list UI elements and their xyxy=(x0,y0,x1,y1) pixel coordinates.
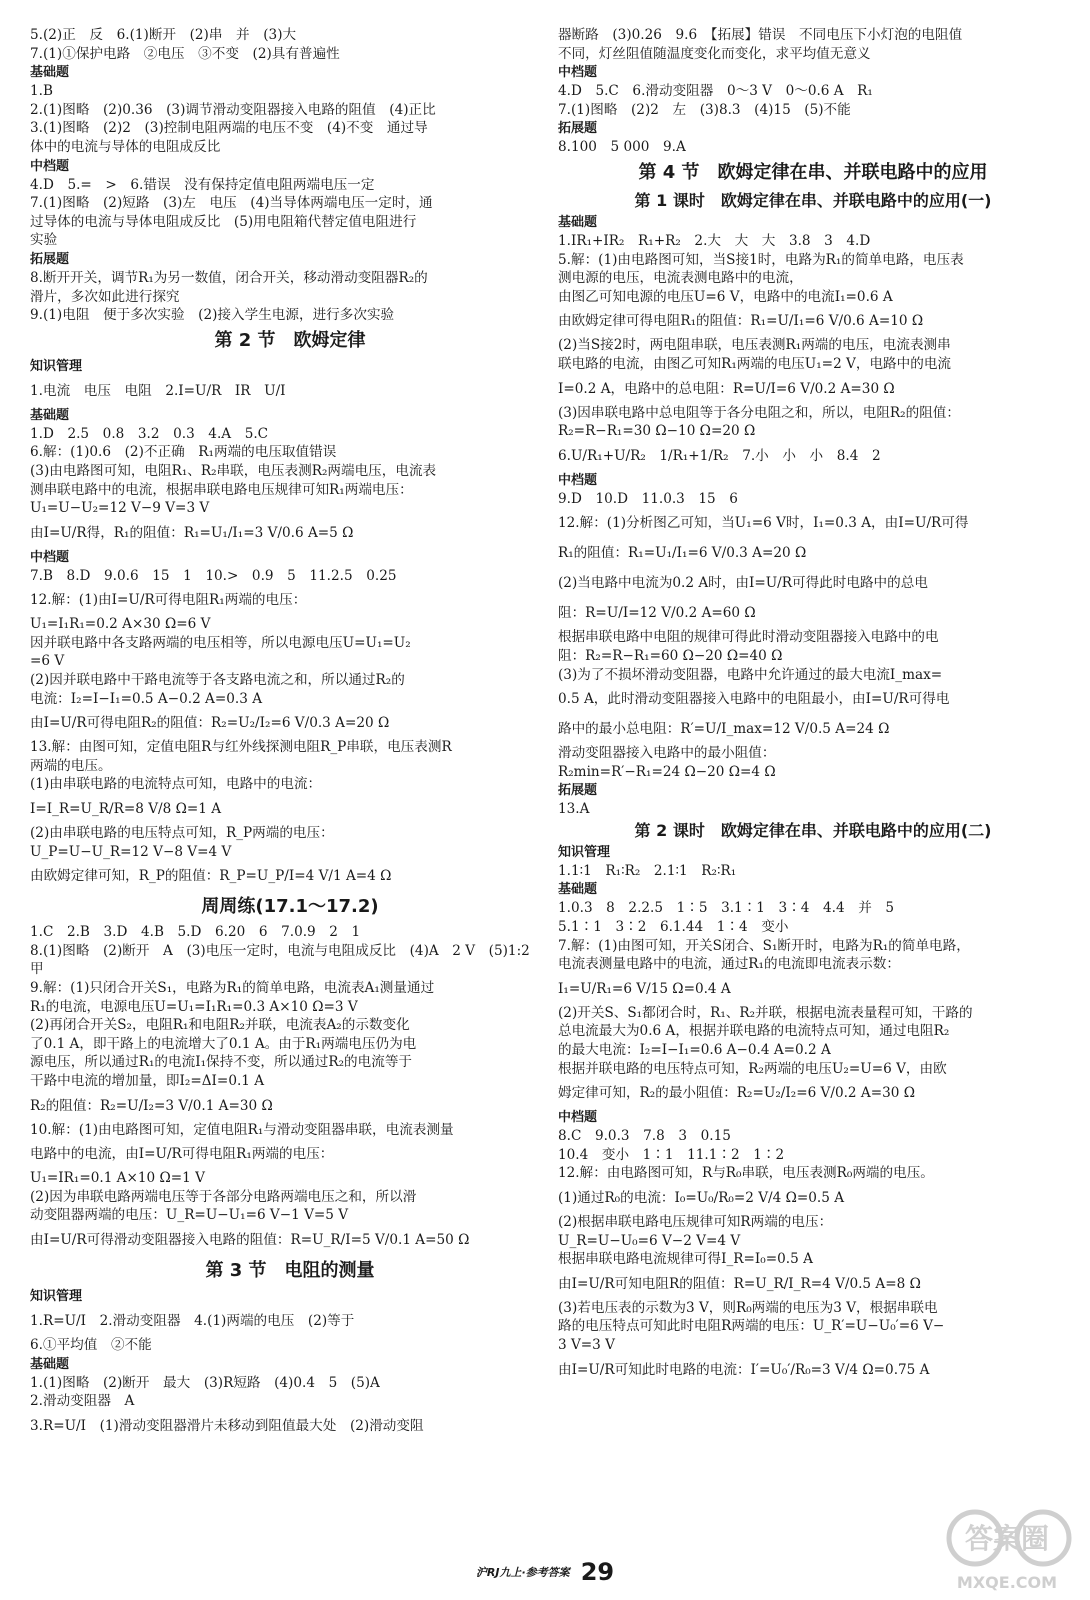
section-heading: 基础题 xyxy=(30,65,70,81)
answer-line: (2)开关S、S₁都闭合时，R₁、R₂并联，根据电流表量程可知，干路的 xyxy=(558,1004,973,1021)
answer-line: 1.0.3 8 2.2.5 1∶5 3.1∶1 3∶4 4.4 并 5 xyxy=(558,900,895,917)
answer-line: U₁=IR₁=0.1 A×10 Ω=1 V xyxy=(30,1170,205,1187)
answer-line: 8.断开开关，调节R₁为另一数值，闭合开关，移动滑动变阻器R₂的 xyxy=(30,269,428,286)
answer-line: 8.C 9.0.3 7.8 3 0.15 xyxy=(558,1128,731,1145)
answer-line: 5.1∶1 3∶2 6.1.44 1∶4 变小 xyxy=(558,919,789,936)
answer-line: 6.①平均值 ②不能 xyxy=(30,1336,152,1353)
answer-line: R₁的电流，电源电压U=U₁=I₁R₁=0.3 A×10 Ω=3 V xyxy=(30,998,358,1015)
answer-line: 1.D 2.5 0.8 3.2 0.3 4.A 5.C xyxy=(30,425,269,442)
answer-line: (2)由串联电路的电压特点可知，R_P两端的电压： xyxy=(30,825,334,842)
answer-line: 的最大电流：I₂=I−I₁=0.6 A−0.4 A=0.2 A xyxy=(558,1042,831,1059)
answer-line: 源电压，所以通过R₁的电流I₁保持不变，所以通过R₂的电流等于 xyxy=(30,1054,413,1071)
formula-line: 由I=U/R可得电阻R₂的阻值：R₂=U₂/I₂=6 V/0.3 A=20 Ω xyxy=(30,715,390,732)
section-heading: 拓展题 xyxy=(558,783,598,799)
section-heading: 知识管理 xyxy=(30,358,83,374)
formula-line: 6.U/R₁+U/R₂ 1/R₁+1/R₂ 7.小 小 小 8.4 2 xyxy=(558,447,881,464)
answer-line: U₁=I₁R₁=0.2 A×30 Ω=6 V xyxy=(30,616,211,633)
answer-line: 电流表测量电路中的电流，通过R₁的电流即电流表示数： xyxy=(558,956,900,973)
answer-line: 联电路的电流，由图乙可知R₁两端的电压U₁=2 V，电路中的电流 xyxy=(558,355,952,372)
answer-line: 7.解：(1)由图可知，开关S闭合、S₁断开时，电路为R₁的简单电路， xyxy=(558,937,970,954)
answer-line: 测电源的电压，电流表测电路中的电流， xyxy=(558,270,803,287)
formula-line: 路中的最小总电阻：R′=U/I_max=12 V/0.5 A=24 Ω xyxy=(558,721,890,738)
formula-line: 阻：R=U/I=12 V/0.2 A=60 Ω xyxy=(558,605,756,622)
answer-line: 2.(1)图略 (2)0.36 (3)调节滑动变阻器接入电路的阻值 (4)正比 xyxy=(30,101,436,118)
formula-line: 由I=U/R得，R₁的阻值：R₁=U₁/I₁=3 V/0.6 A=5 Ω xyxy=(30,524,354,541)
section-heading: 中档题 xyxy=(30,158,70,174)
answer-line: (2)因为串联电路两端电压等于各部分电路两端电压之和，所以滑 xyxy=(30,1188,417,1205)
answer-line: 路的电压特点可知此时电阻R两端的电压：U_R′=U−U₀′=6 V− xyxy=(558,1318,945,1335)
formula-line: 由I=U/R可知电阻R的阻值：R=U_R/I_R=4 V/0.5 A=8 Ω xyxy=(558,1275,921,1292)
section-heading: 中档题 xyxy=(558,472,598,488)
answer-line: 10.解：(1)由电路图可知，定值电阻R₁与滑动变阻器串联，电流表测量 xyxy=(30,1121,454,1138)
formula-line: (1)通过R₀的电流：I₀=U₀/R₀=2 V/4 Ω=0.5 A xyxy=(558,1190,845,1206)
answer-line: 实验 xyxy=(30,232,58,249)
watermark-url: MXQE.COM xyxy=(956,1573,1058,1592)
chapter-title: 周周练(17.1～17.2) xyxy=(201,896,379,918)
answer-line: 干路中电流的增加量，即I₂=ΔI=0.1 A xyxy=(30,1072,265,1089)
answer-line: 9.解：(1)只闭合开关S₁，电路为R₁的简单电路，电流表A₁测量通过 xyxy=(30,980,435,996)
answer-line: 4.D 5.= > 6.错误 没有保持定值电阻两端电压一定 xyxy=(30,176,375,193)
watermark-text: 答案圈 xyxy=(964,1522,1050,1555)
section-heading: 基础题 xyxy=(30,407,70,423)
answer-line: (2)根据串联电路电压规律可知R两端的电压： xyxy=(558,1214,833,1230)
page-number: 29 xyxy=(580,1558,615,1586)
answer-line: 7.(1)图略 (2)短路 (3)左 电压 (4)当导体两端电压一定时，通 xyxy=(30,195,433,212)
answer-line: 7.(1)图略 (2)2 左 (3)8.3 (4)15 (5)不能 xyxy=(558,101,851,118)
answer-line: 3 V=3 V xyxy=(558,1336,615,1353)
answer-line: (2)再闭合开关S₂，电阻R₁和电阻R₂并联，电流表A₂的示数变化 xyxy=(30,1017,410,1034)
answer-line: 1.1∶1 R₁∶R₂ 2.1∶1 R₂∶R₁ xyxy=(558,862,737,879)
lesson-title: 第 2 课时 欧姆定律在串、并联电路中的应用(二) xyxy=(634,820,992,840)
answer-line: 6.解：(1)0.6 (2)不正确 R₁两端的电压取值错误 xyxy=(30,444,337,461)
answer-line: 不同，灯丝阻值随温度变化而变化，求平均值无意义 xyxy=(558,45,871,62)
chapter-title: 第 4 节 欧姆定律在串、并联电路中的应用 xyxy=(638,161,988,183)
formula-line: 12.解：(1)分析图乙可知，当U₁=6 V时，I₁=0.3 A，由I=U/R可得 xyxy=(558,515,969,532)
answer-line: (3)因串联电路中总电阻等于各分电阻之和，所以，电阻R₂的阻值： xyxy=(558,404,960,421)
answer-line: 滑片，多次如此进行探究 xyxy=(30,288,180,305)
formula-line: 由欧姆定律可得电阻R₁的阻值：R₁=U/I₁=6 V/0.6 A=10 Ω xyxy=(558,313,924,330)
formula-line: I₁=U/R₁=6 V/15 Ω=0.4 A xyxy=(558,980,731,997)
section-heading: 基础题 xyxy=(558,882,598,898)
answer-line: 过导体的电流与导体电阻成反比 (5)用电阻箱代替定值电阻进行 xyxy=(30,213,417,230)
section-heading: 基础题 xyxy=(558,214,598,230)
answer-line: 两端的电压。 xyxy=(30,757,112,774)
answer-line: 13.A xyxy=(558,801,590,818)
answer-line: 8.100 5 000 9.A xyxy=(558,139,686,156)
answer-line: 器断路 (3)0.26 9.6 【拓展】错误 不同电压下小灯泡的电阻值 xyxy=(558,27,963,43)
answer-line: 4.D 5.C 6.滑动变阻器 0～3 V 0～0.6 A R₁ xyxy=(558,83,873,100)
answer-line: 13.解：由图可知，定值电阻R与红外线探测电阻R_P串联，电压表测R xyxy=(30,739,452,756)
answer-line: (1)由串联电路的电流特点可知，电路中的电流： xyxy=(30,776,322,793)
answer-line: 由图乙可知电源的电压U=6 V，电路中的电流I₁=0.6 A xyxy=(558,288,893,305)
formula-line: 0.5 A，此时滑动变阻器接入电路中的电阻最小，由I=U/R可得电 xyxy=(558,691,950,708)
answer-line: =6 V xyxy=(30,653,65,670)
answer-line: 根据串联电路中电阻的规律可得此时滑动变阻器接入电路中的电 xyxy=(558,629,939,646)
answer-line: 阻：R₂=R−R₁=60 Ω−20 Ω=40 Ω xyxy=(558,647,783,664)
answer-line: (3)若电压表的示数为3 V，则R₀两端的电压为3 V，根据串联电 xyxy=(558,1299,938,1316)
answer-line: 动变阻器两端的电压：U_R=U−U₁=6 V−1 V=5 V xyxy=(30,1207,349,1224)
answer-line: 2.滑动变阻器 A xyxy=(30,1393,135,1410)
section-heading: 知识管理 xyxy=(558,844,611,860)
formula-line: 12.解：(1)由I=U/R可得电阻R₁两端的电压： xyxy=(30,592,307,609)
answer-line: 8.(1)图略 (2)断开 A (3)电压一定时，电流与电阻成反比 (4)A 2 V (5)1:2 甲 xyxy=(30,942,544,978)
answer-line: (2)当S接2时，两电阻串联，电压表测R₁两端的电压，电流表测串 xyxy=(558,337,951,354)
formula-line: 1.R=U/I 2.滑动变阻器 4.(1)两端的电压 (2)等于 xyxy=(30,1312,355,1329)
answer-line: 5.(2)正 反 6.(1)断开 (2)串 并 (3)大 xyxy=(30,27,297,43)
section-heading: 中档题 xyxy=(30,549,70,565)
answer-line: 12.解：由电路图可知，R与R₀串联，电压表测R₀两端的电压。 xyxy=(558,1165,934,1182)
formula-line: 电路中的电流，由I=U/R可得电阻R₁两端的电压： xyxy=(30,1146,334,1163)
formula-line: 由I=U/R可得滑动变阻器接入电路的阻值：R=U_R/I=5 V/0.1 A=50 Ω xyxy=(30,1231,470,1248)
answer-line: (3)为了不损坏滑动变阻器，电路中允许通过的最大电流I_max= xyxy=(558,666,943,683)
answer-line: 根据串联电路电流规律可得I_R=I₀=0.5 A xyxy=(558,1251,813,1268)
formula-line: I=0.2 A，电路中的总电阻：R=U/I=6 V/0.2 A=30 Ω xyxy=(558,380,895,397)
answer-line: R₂min=R′−R₁=24 Ω−20 Ω=4 Ω xyxy=(558,763,776,780)
section-heading: 中档题 xyxy=(558,65,598,81)
section-heading: 中档题 xyxy=(558,1110,598,1126)
formula-line: 姆定律可知，R₂的最小阻值：R₂=U₂/I₂=6 V/0.2 A=30 Ω xyxy=(558,1085,915,1102)
formula-line: 由I=U/R可知此时电路的电流：I′=U₀′/R₀=3 V/4 Ω=0.75 A xyxy=(558,1361,930,1378)
answer-line: R₂=R−R₁=30 Ω−10 Ω=20 Ω xyxy=(558,423,756,440)
answer-line: 电流：I₂=I−I₁=0.5 A−0.2 A=0.3 A xyxy=(30,690,263,707)
answer-line: 测串联电路中的电流，根据串联电路电压规律可知R₁两端电压： xyxy=(30,481,413,498)
answer-line: 因并联电路中各支路两端的电压相等，所以电源电压U=U₁=U₂ xyxy=(30,634,411,651)
formula-line: 由欧姆定律可知，R_P的阻值：R_P=U_P/I=4 V/1 A=4 Ω xyxy=(30,868,392,885)
answer-line: 10.4 变小 1∶1 11.1∶2 1∶2 xyxy=(558,1146,785,1163)
chapter-title: 第 3 节 电阻的测量 xyxy=(205,1259,375,1281)
lesson-title: 第 1 课时 欧姆定律在串、并联电路中的应用(一) xyxy=(634,190,992,210)
answer-line: (3)由电路图可知，电阻R₁、R₂串联，电压表测R₂两端电压，电流表 xyxy=(30,462,437,479)
answer-line: 3.(1)图略 (2)2 (3)控制电阻两端的电压不变 (4)不变 通过导 xyxy=(30,120,428,137)
answer-line: 9.(1)电阻 便于多次实验 (2)接入学生电源，进行多次实验 xyxy=(30,307,395,324)
answer-line: 滑动变阻器接入电路中的最小阻值： xyxy=(558,745,776,762)
answer-line: 了0.1 A，即干路上的电流增大了0.1 A。由于R₁两端电压仍为电 xyxy=(30,1035,417,1052)
left-column xyxy=(30,26,550,1441)
answer-line: 根据并联电路的电压特点可知，R₂两端的电压U₂=U=6 V，由欧 xyxy=(558,1060,947,1077)
formula-line: R₂的阻值：R₂=U/I₂=3 V/0.1 A=30 Ω xyxy=(30,1097,273,1114)
page-footer xyxy=(0,1558,1090,1586)
answer-line: 1.B xyxy=(30,83,53,100)
answer-line: (2)因并联电路中干路电流等于各支路电流之和，所以通过R₂的 xyxy=(30,672,405,689)
chapter-title: 第 2 节 欧姆定律 xyxy=(214,329,366,351)
section-heading: 拓展题 xyxy=(30,251,70,267)
answer-line: 总电流最大为0.6 A，根据并联电路的电流特点可知，通过电阻R₂ xyxy=(558,1023,950,1040)
formula-line: I=I_R=U_R/R=8 V/8 Ω=1 A xyxy=(30,801,222,818)
answer-line: 5.解：(1)由电路图可知，当S接1时，电路为R₁的简单电路，电压表 xyxy=(558,251,964,268)
answer-line: U_P=U−U_R=12 V−8 V=4 V xyxy=(30,843,232,860)
answer-line: 1.IR₁+IR₂ R₁+R₂ 2.大 大 大 3.8 3 4.D xyxy=(558,232,871,249)
formula-line: R₁的阻值：R₁=U₁/I₁=6 V/0.3 A=20 Ω xyxy=(558,545,807,562)
answer-line: 1.C 2.B 3.D 4.B 5.D 6.20 6 7.0.9 2 1 xyxy=(30,924,361,941)
formula-line: 1.电流 电压 电阻 2.I=U/R IR U/I xyxy=(30,382,286,399)
answer-line: 7.B 8.D 9.0.6 15 1 10.> 0.9 5 11.2.5 0.25 xyxy=(30,567,397,584)
right-column xyxy=(558,26,1068,1385)
answer-line: U₁=U−U₂=12 V−9 V=3 V xyxy=(30,500,210,517)
formula-line: 3.R=U/I (1)滑动变阻器滑片未移动到阻值最大处 (2)滑动变阻 xyxy=(30,1417,424,1434)
answer-line: 体中的电流与导体的电阻成反比 xyxy=(30,138,221,155)
section-heading: 拓展题 xyxy=(558,121,598,137)
answer-line: 1.(1)图略 (2)断开 最大 (3)R短路 (4)0.4 5 (5)A xyxy=(30,1374,380,1391)
footer-label: 沪RJ九上·参考答案 xyxy=(475,1566,570,1579)
section-heading: 知识管理 xyxy=(30,1288,83,1304)
watermark-logo xyxy=(935,1500,1080,1595)
section-heading: 基础题 xyxy=(30,1356,70,1372)
answer-line: 7.(1)①保护电路 ②电压 ③不变 (2)具有普遍性 xyxy=(30,45,340,62)
answer-line: 9.D 10.D 11.0.3 15 6 xyxy=(558,490,738,507)
formula-line: (2)当电路中电流为0.2 A时，由I=U/R可得此时电路中的总电 xyxy=(558,575,928,592)
answer-line: U_R=U−U₀=6 V−2 V=4 V xyxy=(558,1232,741,1249)
